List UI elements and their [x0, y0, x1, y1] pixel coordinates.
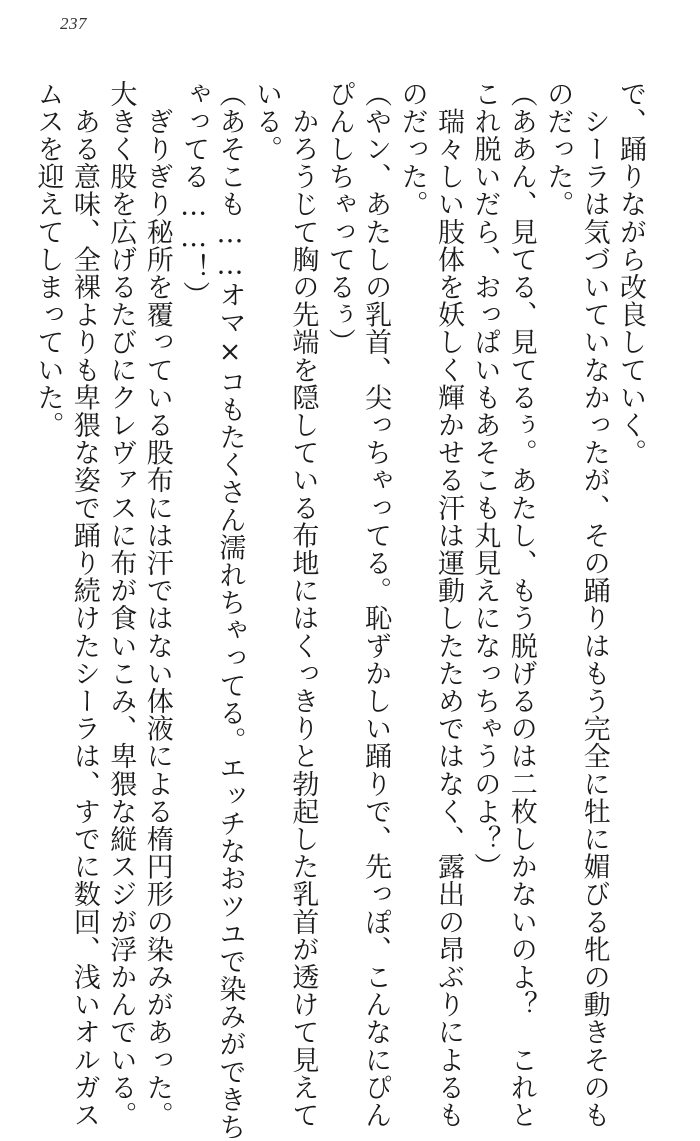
text-line: シーラは気づいていなかったが、その踊りはもう完全に牡に媚びる牝の動きそのも [578, 80, 610, 1129]
text-line: ある意味、全裸よりも卑猥な姿で踊り続けたシーラは、すでに数回、浅いオルガス [68, 80, 100, 1129]
text-line: （やン、あたしの乳首、尖っちゃってる。恥ずかしい踊りで、先っぽ、こんなにぴん [360, 80, 392, 1129]
text-line: で、踊りながら改良していく。 [615, 80, 646, 467]
text-line: 瑞々しい肢体を妖しく輝かせる汗は運動したためではなく、露出の昂ぶりによるも [432, 80, 464, 1129]
vertical-body-text [32, 80, 648, 1141]
text-line: ぎりぎり秘所を覆っている股布には汗ではない体液による楕円形の染みがあった。 [141, 80, 173, 1129]
text-line: 大きく股を広げるたびにクレヴァスに布が食いこみ、卑猥な縦スジが浮かんでいる。 [105, 80, 137, 1129]
text-line: これ脱いだら、おっぱいもあそこも丸見えになっちゃうのよ？） [469, 80, 501, 881]
page-number: 237 [60, 14, 87, 33]
text-line: のだった。 [542, 80, 574, 218]
text-line: ぴんしちゃってるぅ） [323, 80, 355, 356]
text-line: のだった。 [396, 80, 428, 218]
text-line: （あそこも……オマ×コもたくさん濡れちゃってる。エッチなおツユで染みができち [214, 80, 246, 1141]
text-line: ゃってる……！） [178, 80, 210, 309]
text-line: ムスを迎えてしまっていた。 [32, 80, 64, 439]
text-line: かろうじて胸の先端を隠している布地にはくっきりと勃起した乳首が透けて見えて [287, 80, 319, 1129]
text-line: いる。 [250, 80, 282, 163]
text-line: （ああん、見てる、見てるぅ。あたし、もう脱げるのは二枚しかないのよ？ これと [505, 80, 537, 1129]
